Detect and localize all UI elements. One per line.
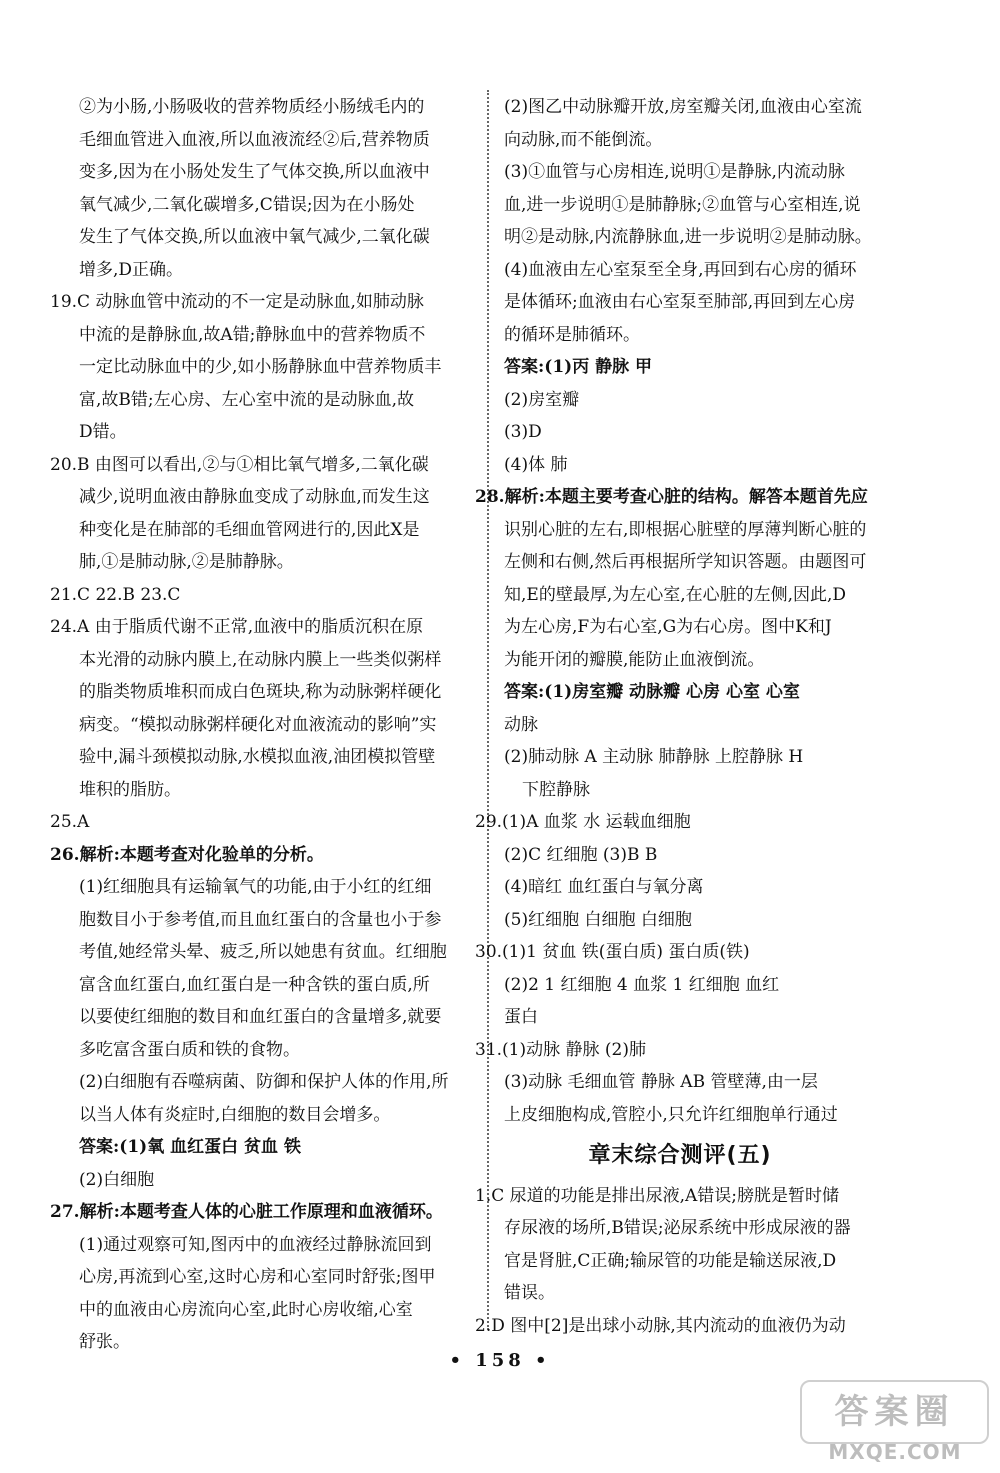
text-line: 29.(1)A 血浆 水 运载血细胞 xyxy=(475,812,691,832)
text-line: 种变化是在肺部的毛细血管网进行的,因此X是 xyxy=(79,519,420,540)
text-line: 中流的是静脉血,故A错;静脉血中的营养物质不 xyxy=(79,324,426,345)
text-line: 心房,再流到心室,这时心房和心室同时舒张;图甲 xyxy=(79,1267,436,1287)
watermark-url: MXQE.COM xyxy=(828,1440,962,1464)
text-line: 25.A xyxy=(50,812,90,832)
text-line: 验中,漏斗颈模拟动脉,水模拟血液,油团模拟管壁 xyxy=(79,747,436,767)
text-line: 肺,①是肺动脉,②是肺静脉。 xyxy=(79,552,294,572)
text-line: 富,故B错;左心房、左心室中流的是动脉血,故 xyxy=(79,389,415,410)
text-line: 26.解析:本题考查对化验单的分析。 xyxy=(50,844,324,865)
text-line: (3)①血管与心房相连,说明①是静脉,内流动脉 xyxy=(504,162,845,182)
text-line: 增多,D正确。 xyxy=(79,259,184,280)
text-line: 28.解析:本题主要考查心脏的结构。解答本题首先应 xyxy=(475,487,868,507)
text-line: 31.(1)动脉 静脉 (2)肺 xyxy=(475,1039,647,1060)
text-line: 是体循环;血液由右心室泵至肺部,再回到左心房 xyxy=(504,292,856,312)
text-line: 以当人体有炎症时,白细胞的数目会增多。 xyxy=(79,1104,391,1125)
text-line: 考值,她经常头晕、疲乏,所以她患有贫血。红细胞 xyxy=(79,942,447,962)
text-line: 为能开闭的瓣膜,能防止血液倒流。 xyxy=(504,649,765,670)
text-line: 下腔静脉 xyxy=(522,779,590,800)
text-line: 氧气减少,二氧化碳增多,C错误;因为在小肠处 xyxy=(79,194,415,215)
text-line: 识别心脏的左右,即根据心脏壁的厚薄判断心脏的 xyxy=(504,519,867,540)
text-line: 中的血液由心房流向心室,此时心房收缩,心室 xyxy=(79,1299,413,1320)
text-line: 变多,因为在小肠处发生了气体交换,所以血液中 xyxy=(79,162,430,182)
text-line: (4)血液由左心室泵至全身,再回到右心房的循环 xyxy=(504,259,857,280)
text-line: D错。 xyxy=(79,422,127,442)
text-line: 本光滑的动脉内膜上,在动脉内膜上一些类似粥样 xyxy=(79,649,442,670)
text-line: 官是肾脏,C正确;输尿管的功能是输送尿液,D xyxy=(504,1250,837,1271)
watermark-logo: 答案圈 xyxy=(800,1380,989,1444)
text-line: 2.D 图中[2]是出球小动脉,其内流动的血液仍为动 xyxy=(475,1315,846,1336)
text-line: ②为小肠,小肠吸收的营养物质经小肠绒毛内的 xyxy=(79,97,425,117)
text-line: 发生了气体交换,所以血液中氧气减少,二氧化碳 xyxy=(79,227,430,247)
text-line: 胞数目小于参考值,而且血红蛋白的含量也小于参 xyxy=(79,909,442,930)
text-line: 的循环是肺循环。 xyxy=(504,324,640,345)
text-line: (3)D xyxy=(504,422,542,442)
text-line: 24.A 由于脂质代谢不正常,血液中的脂质沉积在原 xyxy=(50,617,424,637)
text-line: 知,E的壁最厚,为左心室,在心脏的左侧,因此,D xyxy=(504,584,847,605)
text-line: 30.(1)1 贫血 铁(蛋白质) 蛋白质(铁) xyxy=(475,942,750,962)
text-line: (3)动脉 毛细血管 静脉 AB 管壁薄,由一层 xyxy=(504,1072,818,1092)
text-line: 1.C 尿道的功能是排出尿液,A错误;膀胱是暂时储 xyxy=(475,1185,840,1206)
text-line: 19.C 动脉血管中流动的不一定是动脉血,如肺动脉 xyxy=(50,292,424,312)
text-line: 左侧和右侧,然后再根据所学知识答题。由题图可 xyxy=(504,552,867,572)
text-line: 20.B 由图可以看出,②与①相比氧气增多,二氧化碳 xyxy=(50,454,429,475)
section-heading: 章末综合测评(五) xyxy=(588,1143,772,1168)
text-line: (2)图乙中动脉瓣开放,房室瓣关闭,血液由心室流 xyxy=(504,97,862,117)
text-line: 答案:(1)丙 静脉 甲 xyxy=(504,357,653,377)
text-line: 存尿液的场所,B错误;泌尿系统中形成尿液的器 xyxy=(504,1218,851,1238)
text-line: 的脂类物质堆积而成白色斑块,称为动脉粥样硬化 xyxy=(79,682,442,702)
text-line: (2)白细胞有吞噬病菌、防御和保护人体的作用,所 xyxy=(79,1072,449,1092)
text-line: (2)白细胞 xyxy=(79,1169,155,1190)
text-line: (1)红细胞具有运输氧气的功能,由于小红的红细 xyxy=(79,877,432,897)
text-line: 27.解析:本题考查人体的心脏工作原理和血液循环。 xyxy=(50,1202,443,1222)
text-line: 多吃富含蛋白质和铁的食物。 xyxy=(79,1039,300,1060)
text-line: 答案:(1)房室瓣 动脉瓣 心房 心室 心室 xyxy=(504,682,800,702)
text-line: (1)通过观察可知,图丙中的血液经过静脉流回到 xyxy=(79,1234,432,1255)
text-line: 向动脉,而不能倒流。 xyxy=(504,129,663,150)
text-line: (2)房室瓣 xyxy=(504,389,580,410)
page-number: • 158 • xyxy=(449,1350,551,1371)
text-line: (2)肺动脉 A 主动脉 肺静脉 上腔静脉 H xyxy=(504,747,804,767)
text-line: 病变。“模拟动脉粥样硬化对血液流动的影响”实 xyxy=(79,714,437,735)
text-line: 减少,说明血液由静脉血变成了动脉血,而发生这 xyxy=(79,487,430,507)
text-line: (2)C 红细胞 (3)B B xyxy=(504,844,658,865)
text-line: 舒张。 xyxy=(79,1332,130,1352)
text-line: 明②是动脉,内流静脉血,进一步说明②是肺动脉。 xyxy=(504,227,872,247)
text-line: (5)红细胞 白细胞 白细胞 xyxy=(504,909,692,930)
text-line: 一定比动脉血中的少,如小肠静脉血中营养物质丰 xyxy=(79,357,442,377)
text-line: 富含血红蛋白,血红蛋白是一种含铁的蛋白质,所 xyxy=(79,974,430,995)
text-line: 堆积的脂肪。 xyxy=(79,779,181,800)
column-divider xyxy=(487,90,489,1330)
text-line: 为左心房,F为右心室,G为右心房。图中K和J xyxy=(504,617,832,637)
text-line: 蛋白 xyxy=(504,1007,538,1027)
text-line: 毛细血管进入血液,所以血液流经②后,营养物质 xyxy=(79,129,430,150)
text-line: (4)暗红 血红蛋白与氧分离 xyxy=(504,877,704,897)
text-line: 动脉 xyxy=(504,714,538,735)
text-line: 上皮细胞构成,管腔小,只允许红细胞单行通过 xyxy=(504,1104,838,1125)
text-line: 以要使红细胞的数目和血红蛋白的含量增多,就要 xyxy=(79,1007,442,1027)
text-line: 答案:(1)氧 血红蛋白 贫血 铁 xyxy=(79,1137,301,1157)
text-line: 血,进一步说明①是肺静脉;②血管与心室相连,说 xyxy=(504,194,861,215)
text-line: 错误。 xyxy=(504,1283,555,1303)
text-line: (4)体 肺 xyxy=(504,454,568,475)
text-line: (2)2 1 红细胞 4 血浆 1 红细胞 血红 xyxy=(504,974,780,995)
text-line: 21.C 22.B 23.C xyxy=(50,584,181,605)
